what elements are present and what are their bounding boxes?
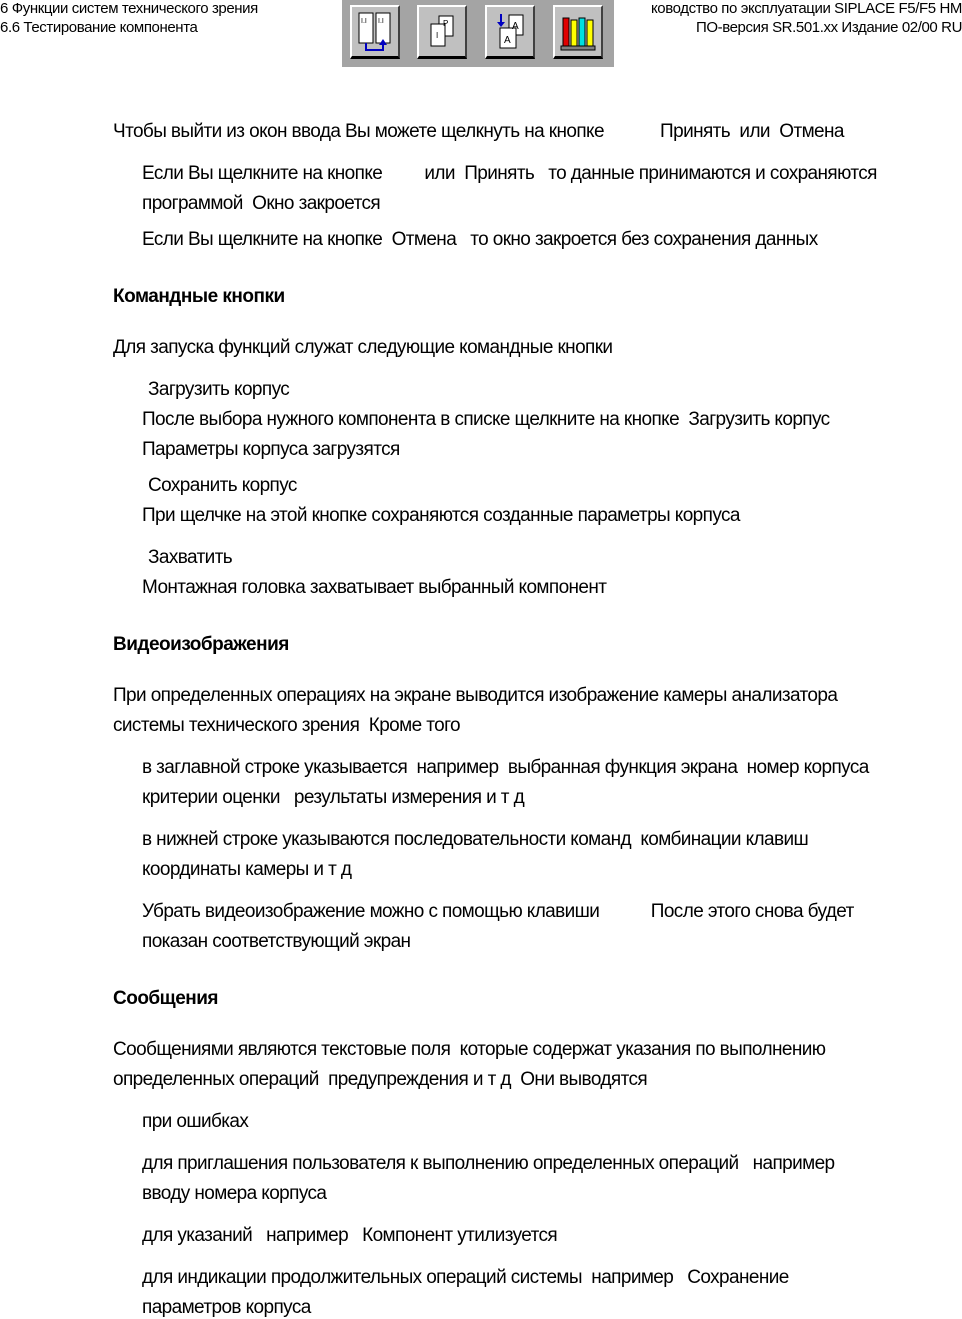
svg-text:P: P: [443, 19, 449, 28]
paragraph-line: системы технического зрения Кроме того: [113, 715, 460, 736]
paragraph-line: Убрать видеоизображение можно с помощью клавиши После этого снова будет: [142, 901, 854, 922]
paragraph-line: при ошибках: [142, 1111, 249, 1132]
section-heading: Командные кнопки: [113, 286, 285, 307]
paragraph-line: координаты камеры и т д: [142, 859, 352, 880]
svg-text:I: I: [436, 31, 439, 40]
pages-icon: [417, 5, 467, 59]
load-package-icon: [350, 5, 400, 59]
paragraph-line: в нижней строке указываются последовательности команд комбинации клавиш: [142, 829, 809, 850]
svg-text:A: A: [512, 21, 519, 32]
paragraph-line: для приглашения пользователя к выполнению определенных операций например: [142, 1153, 835, 1174]
paragraph-line: для указаний например Компонент утилизуется: [142, 1225, 558, 1246]
paragraph-line: критерии оценки результаты измерения и т д: [142, 787, 525, 808]
paragraph-line: После выбора нужного компонента в списке щелкните на кнопке Загрузить корпус: [142, 409, 830, 430]
section-heading: Видеоизображения: [113, 634, 289, 655]
paragraph-line: Монтажная головка захватывает выбранный компонент: [142, 577, 607, 598]
paragraph-line: параметров корпуса: [142, 1297, 311, 1318]
header-version: ПО-версия SR.501.xx Издание 02/00 RU: [695, 19, 962, 36]
paragraph-line: При щелчке на этой кнопке сохраняются созданные параметры корпуса: [142, 505, 740, 526]
paragraph-line: Чтобы выйти из окон ввода Вы можете щелкнуть на кнопке Принять или Отмена: [113, 121, 844, 142]
svg-text:I.I: I.I: [378, 18, 384, 25]
paragraph-line: Если Вы щелкните на кнопке или Принять то данные принимаются и сохраняются: [142, 163, 877, 184]
button-name: Загрузить корпус: [148, 379, 290, 400]
header-chapter: 6 Функции систем технического зрения: [0, 0, 258, 17]
button-name: Захватить: [148, 547, 233, 568]
header-section: 6.6 Тестирование компонента: [0, 19, 198, 36]
toolbar-image: [342, 0, 614, 67]
paragraph-line: в заглавной строке указывается например выбранная функция экрана номер корпуса: [142, 757, 869, 778]
svg-text:I.I: I.I: [361, 18, 367, 25]
header-manual-title: ководство по эксплуатации SIPLACE F5/F5 HM: [650, 0, 962, 17]
paragraph-line: При определенных операциях на экране выводится изображение камеры анализатора: [113, 685, 838, 706]
paragraph-line: Если Вы щелкните на кнопке Отмена то окно закроется без сохранения данных: [142, 229, 818, 250]
paragraph-line: программой Окно закроется: [142, 193, 381, 214]
section-heading: Сообщения: [113, 988, 219, 1009]
paragraph-line: показан соответствующий экран: [142, 931, 411, 952]
library-books-icon: [553, 5, 603, 59]
paragraph-line: для индикации продолжительных операций системы например Сохранение: [142, 1267, 789, 1288]
button-name: Сохранить корпус: [148, 475, 297, 496]
paragraph-line: Для запуска функций служат следующие командные кнопки: [113, 337, 613, 358]
paragraph-line: Параметры корпуса загрузятся: [142, 439, 400, 460]
paragraph-line: вводу номера корпуса: [142, 1183, 327, 1204]
svg-text:A: A: [504, 35, 511, 46]
copy-data-icon: [485, 5, 535, 59]
paragraph-line: определенных операций предупреждения и т д Они выводятся: [113, 1069, 648, 1090]
paragraph-line: Сообщениями являются текстовые поля которые содержат указания по выполнению: [113, 1039, 826, 1060]
